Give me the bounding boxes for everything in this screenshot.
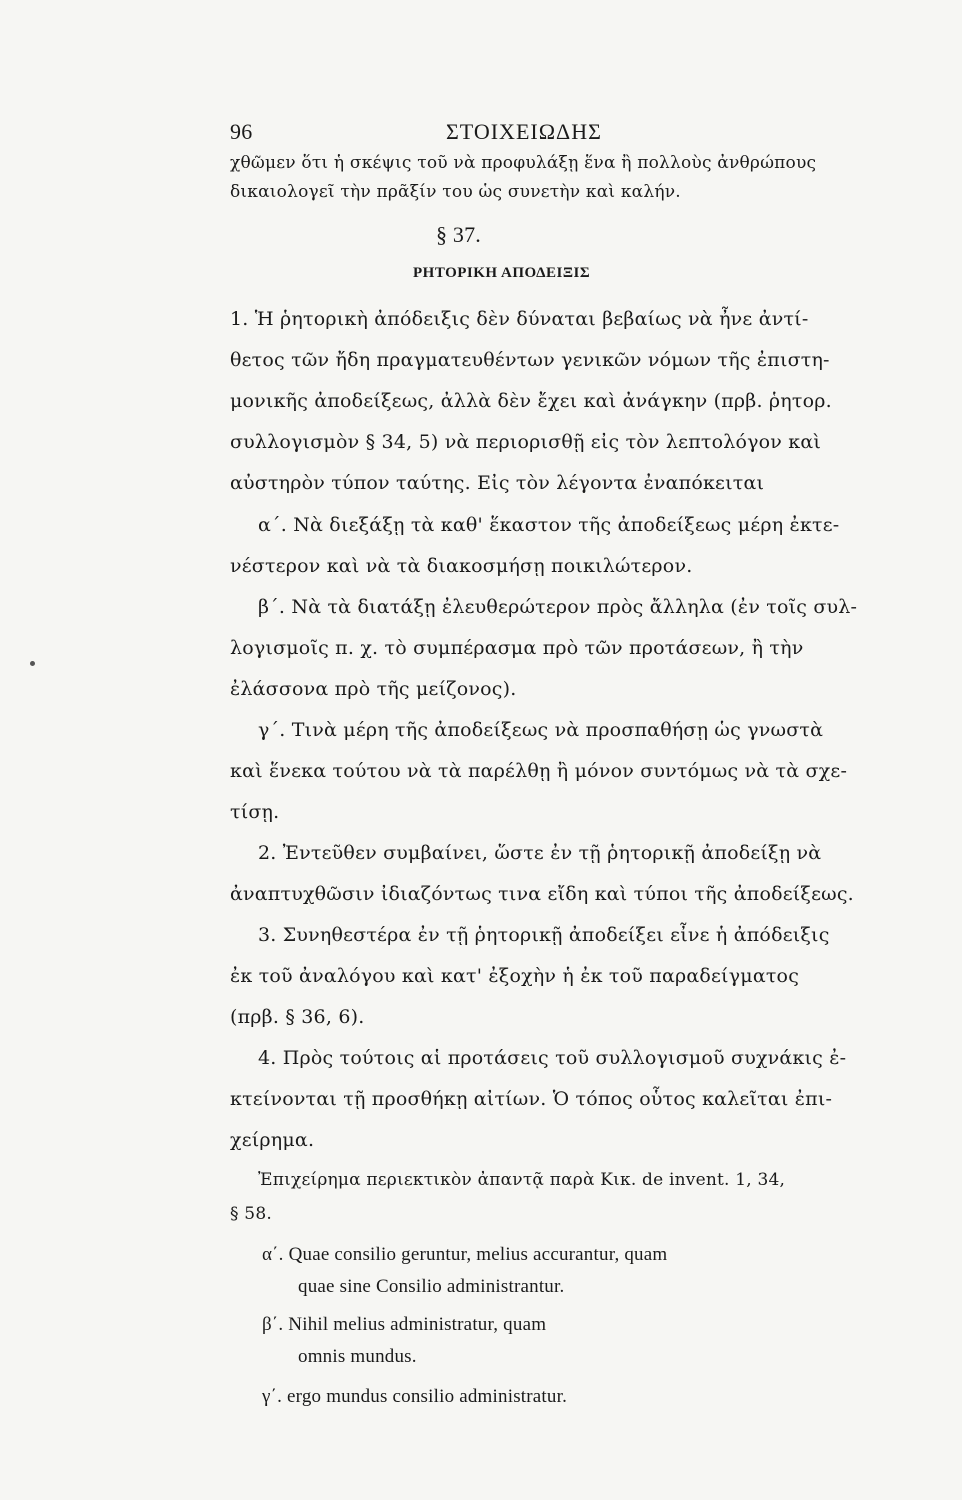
body-line-2: θετος τῶν ἤδη πραγματευθέντων γενικῶν νόμων τῆς ἐπιστη- <box>230 349 830 371</box>
body-line-11: γ΄. Τινὰ μέρη τῆς ἀποδείξεως νὰ προσπαθήσῃ ὡς γνωστὰ <box>258 719 824 741</box>
body-line-9: λογισμοῖς π. χ. τὸ συμπέρασμα πρὸ τῶν προτάσεων, ἢ τὴν <box>230 637 804 659</box>
body-line-8: β΄. Νὰ τὰ διατάξῃ ἐλευθερώτερον πρὸς ἄλληλα (ἐν τοῖς συλ- <box>258 596 858 618</box>
section-number: § 37. <box>436 222 481 247</box>
intro-line-1: χθῶμεν ὅτι ἡ σκέψις τοῦ νὰ προφυλάξῃ ἕνα ἢ πολλοὺς ἀνθρώπους <box>230 153 817 173</box>
body-line-13: τίσῃ. <box>230 801 280 823</box>
running-title: ΣΤΟΙΧΕΙΩΔΗΣ <box>446 119 602 144</box>
page-number: 96 <box>230 119 253 144</box>
body-line-12: καὶ ἕνεκα τούτου νὰ τὰ παρέλθῃ ἢ μόνον συντόμως νὰ τὰ σχε- <box>230 760 848 782</box>
body-line-4: συλλογισμὸν § 34, 5) νὰ περιορισθῇ εἰς τὸν λεπτολόγον καὶ <box>230 431 822 453</box>
body-line-16: 3. Συνηθεστέρα ἐν τῇ ῥητορικῇ ἀποδείξει εἶνε ἡ ἀπόδειξις <box>258 924 830 946</box>
body-line-14: 2. Ἐντεῦθεν συμβαίνει, ὥστε ἐν τῇ ῥητορικῇ ἀποδείξῃ νὰ <box>258 842 822 864</box>
body-line-5: αὐστηρὸν τύπον ταύτης. Εἰς τὸν λέγοντα ἐναπόκειται <box>230 472 765 494</box>
margin-dot <box>30 661 35 666</box>
body-line-1: 1. Ἡ ῥητορικὴ ἀπόδειξις δὲν δύναται βεβαίως νὰ ἦνε ἀντί- <box>230 308 809 330</box>
note-line-2: § 58. <box>230 1204 272 1224</box>
body-line-7: νέστερον καὶ νὰ τὰ διακοσμήσῃ ποικιλώτερον. <box>230 555 693 577</box>
intro-line-2: δικαιολογεῖ τὴν πρᾶξίν του ὡς συνετὴν καὶ καλήν. <box>230 182 681 202</box>
latin-item-3: γ΄. ergo mundus consilio administratur. <box>262 1386 568 1407</box>
body-line-19: 4. Πρὸς τούτοις αἱ προτάσεις τοῦ συλλογισμοῦ συχνάκις ἐ- <box>258 1047 847 1069</box>
body-line-6: α΄. Νὰ διεξάξῃ τὰ καθ' ἕκαστον τῆς ἀποδείξεως μέρη ἐκτε- <box>258 514 840 536</box>
body-line-17: ἐκ τοῦ ἀναλόγου καὶ κατ' ἐξοχὴν ἡ ἐκ τοῦ παραδείγματος <box>230 965 800 987</box>
latin-item-1-cont: quae sine Consilio administrantur. <box>298 1276 565 1297</box>
latin-item-2: β΄. Nihil melius administratur, quam <box>262 1314 547 1335</box>
body-line-10: ἐλάσσονα πρὸ τῆς μείζονος). <box>230 678 517 700</box>
body-line-21: χείρημα. <box>230 1129 315 1151</box>
body-line-3: μονικῆς ἀποδείξεως, ἀλλὰ δὲν ἔχει καὶ ἀνάγκην (πρβ. ῥητορ. <box>230 390 832 412</box>
section-title: ΡΗΤΟΡΙΚΗ ΑΠΟΔΕΙΞΙΣ <box>413 265 591 281</box>
latin-item-2-cont: omnis mundus. <box>298 1346 417 1367</box>
body-line-15: ἀναπτυχθῶσιν ἰδιαζόντως τινα εἴδη καὶ τύποι τῆς ἀποδείξεως. <box>230 883 854 905</box>
latin-item-1: α΄. Quae consilio geruntur, melius accurantur, quam <box>262 1244 668 1265</box>
note-line-1: Ἐπιχείρημα περιεκτικὸν ἀπαντᾷ παρὰ Κικ. de invent. 1, 34, <box>258 1170 786 1190</box>
body-line-20: κτείνονται τῇ προσθήκῃ αἰτίων. Ὁ τόπος οὗτος καλεῖται ἐπι- <box>230 1088 833 1110</box>
body-line-18: (πρβ. § 36, 6). <box>230 1006 365 1028</box>
